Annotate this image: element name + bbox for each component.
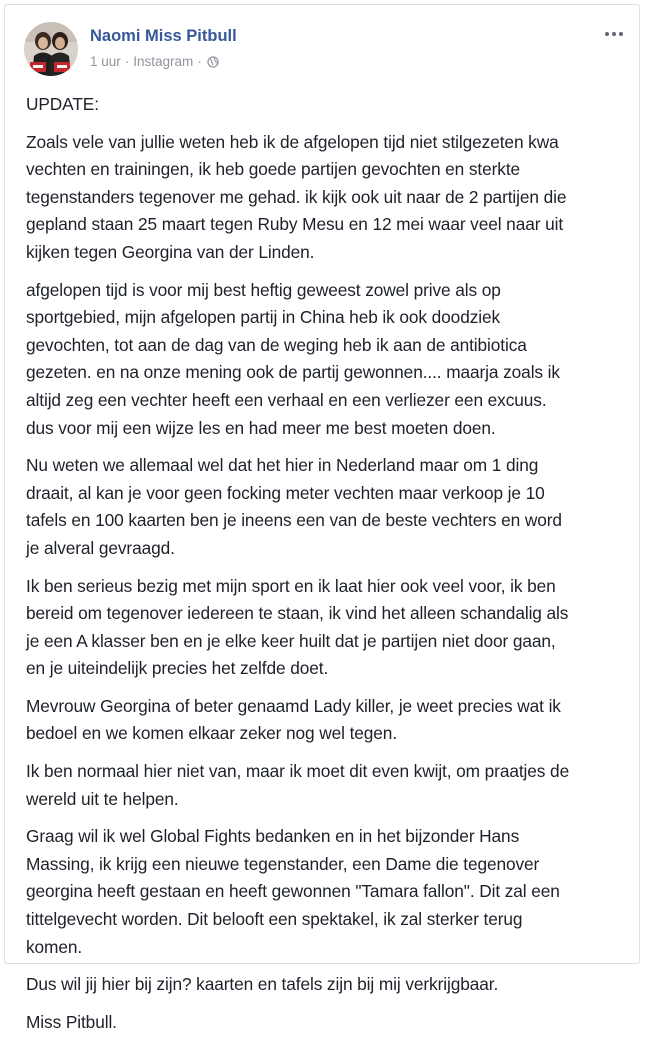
avatar[interactable]	[24, 22, 78, 76]
post-header	[5, 5, 639, 85]
post-timestamp[interactable]: 1 uur	[90, 54, 121, 69]
post-meta	[90, 54, 219, 69]
ellipsis-icon[interactable]	[599, 23, 629, 45]
post-paragraph: Ik ben normaal hier niet van, maar ik moet dit even kwijt, om praatjes de wereld uit te helpen.	[26, 761, 570, 809]
post-source[interactable]: Instagram	[133, 54, 194, 69]
post-paragraph: Miss Pitbull.	[26, 1011, 117, 1032]
post-card	[4, 4, 640, 1032]
post-paragraph: afgelopen tijd is voor mij best heftig geweest zowel prive als op sportgebied, mijn afgelopen partij in China heb ik ook doodziek gevochten, tot aan de dag van de weging heb ik aan de antibiotica gezeten. en na onze mening ook de partij gewonnen.... maarja zoals ik altijd zeg een vechter heeft een verhaal en een verliezer een excuus. dus voor mij een wijze les en had meer me best moeten doen.	[26, 279, 560, 438]
post-paragraph: Graag wil ik wel Global Fights bedanken en in het bijzonder Hans Massing, ik krijg een nieuwe tegenstander, een Dame die tegenover georgina heeft gestaan en heeft gewonnen "Tamara fallon". Dit zal een tittelgevecht worden. Dit belooft een spektakel, ik zal sterker terug komen.	[26, 826, 560, 957]
globe-icon[interactable]	[207, 56, 219, 68]
meta-separator: ·	[124, 54, 130, 69]
post-paragraph: Mevrouw Georgina of beter genaamd Lady killer, je weet precies wat ik bedoel en we komen elkaar zeker nog wel tegen.	[26, 695, 561, 744]
post-paragraph: Nu weten we allemaal wel dat het hier in Nederland maar om 1 ding draait, al kan je voor geen focking meter vechten maar verkoop je 10 tafels en 100 kaarten ben je ineens een van de beste vechters en word je alveral gevraagd.	[26, 455, 562, 558]
author-name[interactable]: Naomi Miss Pitbull	[90, 27, 237, 45]
post-paragraph: Zoals vele van jullie weten heb ik de afgelopen tijd niet stilgezeten kwa vechten en trainingen, ik heb goede partijen gevochten en sterkte tegenstanders tegenover me gehad. ik kijk ook uit naar de 2 partijen die gepland staan 25 maart tegen Ruby Mesu en 12 mei waar veel naar uit kijken tegen Georgina van der Linden.	[26, 131, 567, 262]
avatar-photo	[24, 22, 78, 76]
post-paragraph: Dus wil jij hier bij zijn? kaarten en tafels zijn bij mij verkrijgbaar.	[26, 974, 499, 995]
post-body	[26, 91, 630, 1046]
post-paragraph: Ik ben serieus bezig met mijn sport en ik laat hier ook veel voor, ik ben bereid om tegenover iedereen te staan, ik vind het alleen schandalig als je een A klasser ben en je elke keer huilt dat je partijen niet door gaan, en je uiteindelijk precies het zelfde doet.	[26, 575, 569, 679]
meta-separator: ·	[197, 54, 202, 69]
post-paragraph: UPDATE:	[26, 94, 99, 114]
